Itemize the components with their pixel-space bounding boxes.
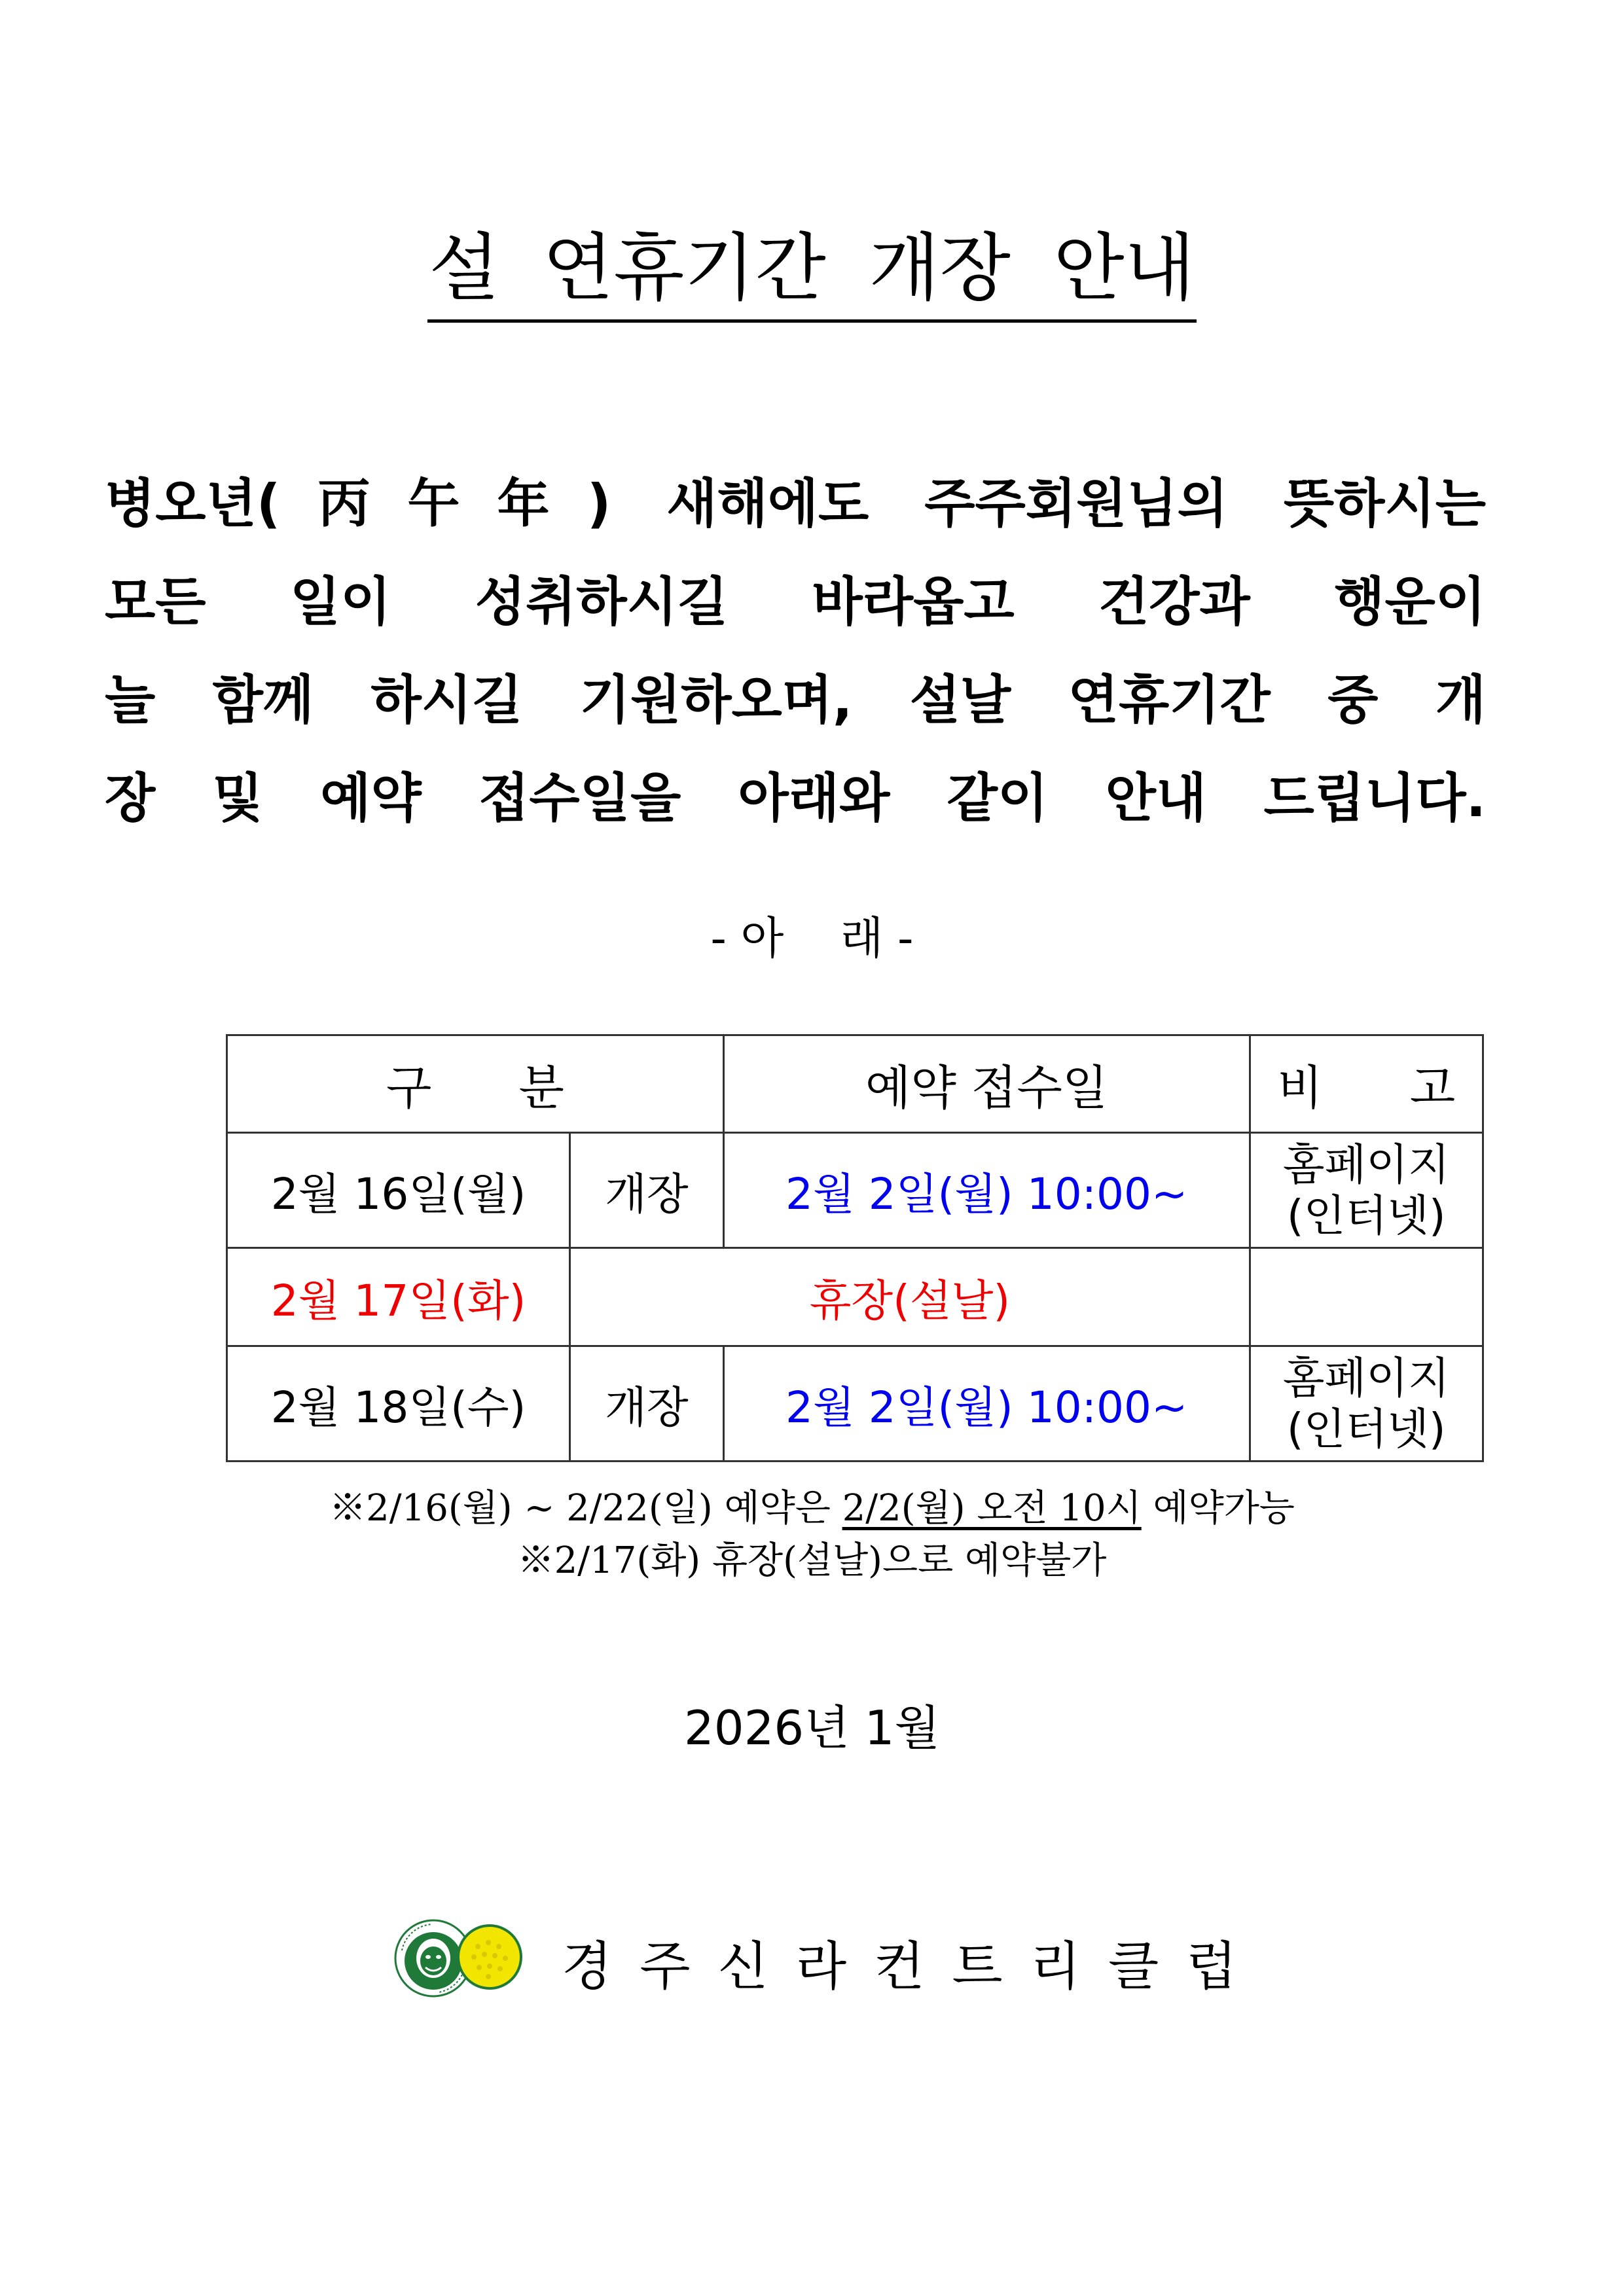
club-logo-icon xyxy=(393,1905,537,2009)
row-status: 개장 xyxy=(570,1133,724,1248)
row-remark-line2: (인터넷) xyxy=(1286,1190,1446,1241)
schedule-table xyxy=(226,1034,1484,1462)
intro-line-4: 장 및 예약 접수일을 아래와 같이 안내 드립니다. xyxy=(105,768,1486,829)
row-reservation: 2월 2일(월) 10:00~ xyxy=(723,1133,1250,1248)
row-date: 2월 16일(월) xyxy=(227,1133,570,1248)
page-title xyxy=(0,219,1624,323)
table-header-row xyxy=(227,1035,1483,1133)
footnote-1-suffix: 예약가능 xyxy=(1141,1487,1295,1530)
row-reservation: 2월 2일(월) 10:00~ xyxy=(723,1346,1250,1462)
table-row xyxy=(227,1346,1483,1462)
page-title-text: 설 연휴기간 개장 안내 xyxy=(427,223,1197,323)
intro-paragraph xyxy=(105,455,1486,848)
intro-line-3: 늘 함께 하시길 기원하오며, 설날 연휴기간 중 개 xyxy=(105,670,1486,730)
header-remarks-label: 비 고 xyxy=(1277,1060,1456,1115)
header-reservation-date xyxy=(723,1035,1250,1133)
footnote-1-prefix: ※2/16(월) ~ 2/22(일) 예약은 xyxy=(329,1487,842,1530)
row-remark-line2: (인터넷) xyxy=(1286,1403,1446,1454)
club-name: 경주신라컨트리클럽 xyxy=(562,1936,1265,1997)
row-remark-line1: 홈페이지 xyxy=(1282,1139,1450,1190)
header-reservation-date-label: 예약 접수일 xyxy=(865,1060,1108,1115)
row-date: 2월 18일(수) xyxy=(227,1346,570,1462)
intro-line-2: 모든 일이 성취하시길 바라옵고 건강과 행운이 xyxy=(105,571,1486,632)
table-row xyxy=(227,1248,1483,1346)
row-status: 개장 xyxy=(570,1346,724,1462)
footnote-1-underlined: 2/2(월) 오전 10시 xyxy=(842,1487,1142,1530)
issue-date: 2026년 1월 xyxy=(683,1700,941,1755)
row-remark-empty xyxy=(1250,1248,1483,1346)
row-status-holiday: 휴장(설날) xyxy=(570,1248,1250,1346)
notice-marker: - 아 래 - xyxy=(710,913,914,965)
row-date: 2월 17일(화) xyxy=(227,1248,570,1346)
footnote-1 xyxy=(0,1482,1624,1535)
header-category xyxy=(227,1035,724,1133)
intro-line-1: 병오년(丙午年) 새해에도 주주회원님의 뜻하시는 xyxy=(105,473,1486,534)
row-remark xyxy=(1250,1133,1483,1248)
header-category-label: 구 분 xyxy=(386,1060,564,1115)
table-row xyxy=(227,1133,1483,1248)
row-remark-line1: 홈페이지 xyxy=(1282,1352,1450,1403)
row-remark xyxy=(1250,1346,1483,1462)
footnote-2: ※2/17(화) 휴장(설날)으로 예약불가 xyxy=(517,1539,1107,1582)
club-logo xyxy=(393,1905,537,2009)
header-remarks xyxy=(1250,1035,1483,1133)
